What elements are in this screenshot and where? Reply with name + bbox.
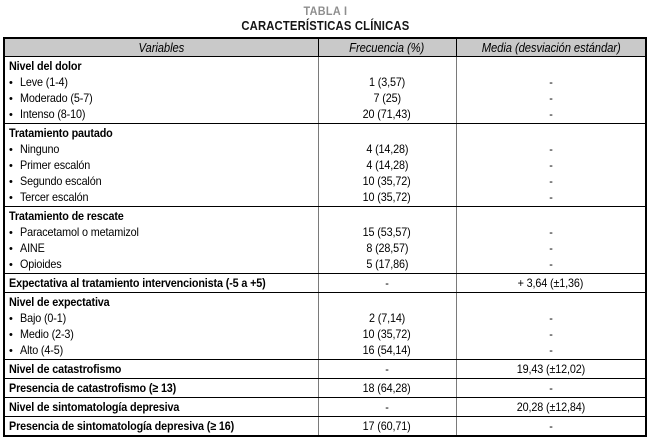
table-number-title (0, 4, 650, 19)
item-media: - (549, 75, 553, 89)
row-frequency: 18 (64,28) (363, 381, 411, 395)
variable-cell (4, 293, 318, 360)
variable-cell (4, 57, 318, 124)
media-cell (456, 124, 646, 207)
item-media: - (549, 142, 553, 156)
item-label: Opioides (20, 257, 62, 271)
item-frequency: 1 (3,57) (368, 75, 406, 89)
item-frequency: 10 (35,72) (363, 174, 411, 188)
item-media: - (549, 158, 553, 172)
media-cell (456, 207, 646, 274)
item-frequency: 16 (54,14) (363, 343, 411, 357)
item-label: Leve (1-4) (20, 75, 68, 89)
variable-cell (4, 207, 318, 274)
media-cell (456, 57, 646, 124)
item-label: Tercer escalón (20, 190, 89, 204)
table-row (4, 360, 646, 379)
item-label: Primer escalón (20, 158, 91, 172)
item-media: - (549, 327, 553, 341)
table-row (4, 274, 646, 293)
frequency-cell (318, 274, 456, 293)
item-frequency: 10 (35,72) (363, 190, 411, 204)
row-media: - (549, 419, 553, 433)
item-frequency: 7 (25) (373, 91, 401, 105)
clinical-characteristics-table (3, 37, 647, 437)
column-header-variables-text: Variables (138, 40, 185, 55)
table-row (4, 207, 646, 274)
variable-cell (4, 398, 318, 417)
item-media: - (549, 241, 553, 255)
bullet-icon: • (9, 160, 13, 172)
row-media: + 3,64 (±1,36) (517, 276, 584, 290)
bullet-icon: • (9, 313, 13, 325)
bullet-icon: • (9, 192, 13, 204)
media-cell (456, 360, 646, 379)
variable-cell (4, 417, 318, 437)
item-media: - (549, 91, 553, 105)
item-media: - (549, 225, 553, 239)
table-row (4, 57, 646, 124)
item-frequency: 4 (14,28) (365, 142, 409, 156)
column-header-frequency (318, 38, 456, 57)
row-media: - (549, 381, 553, 395)
variable-cell (4, 379, 318, 398)
row-frequency: - (385, 276, 389, 290)
variable-cell (4, 274, 318, 293)
bullet-icon: • (9, 109, 13, 121)
frequency-cell (318, 124, 456, 207)
item-frequency: 15 (53,57) (363, 225, 411, 239)
media-cell (456, 293, 646, 360)
item-frequency: 10 (35,72) (363, 327, 411, 341)
table-row (4, 293, 646, 360)
media-cell (456, 417, 646, 437)
row-label: Presencia de sintomatología depresiva (≥ 16) (9, 419, 235, 433)
frequency-cell (318, 379, 456, 398)
item-label: Medio (2-3) (20, 327, 74, 341)
bullet-icon: • (9, 77, 13, 89)
column-header-variables (4, 38, 318, 57)
bullet-icon: • (9, 259, 13, 271)
table-number-text: TABLA I (303, 4, 347, 18)
group-title: Tratamiento de rescate (9, 209, 124, 223)
bullet-icon: • (9, 144, 13, 156)
row-frequency: - (385, 362, 389, 376)
row-label: Nivel de sintomatología depresiva (9, 400, 180, 414)
table-row (4, 398, 646, 417)
item-frequency: 8 (28,57) (365, 241, 409, 255)
group-title: Tratamiento pautado (9, 126, 113, 140)
frequency-cell (318, 293, 456, 360)
frequency-cell (318, 207, 456, 274)
table-subtitle (0, 19, 650, 34)
row-label: Nivel de catastrofismo (9, 362, 122, 376)
column-header-media-text: Media (desviación estándar) (481, 40, 621, 55)
table-row (4, 379, 646, 398)
table-caption (0, 0, 650, 34)
column-header-media (456, 38, 646, 57)
item-frequency: 2 (7,14) (368, 311, 406, 325)
item-media: - (549, 257, 553, 271)
group-title: Nivel de expectativa (9, 295, 110, 309)
row-media: 19,43 (±12,02) (516, 362, 585, 376)
bullet-icon: • (9, 93, 13, 105)
item-label: Ninguno (20, 142, 60, 156)
item-label: Alto (4-5) (20, 343, 64, 357)
table-row (4, 417, 646, 437)
frequency-cell (318, 360, 456, 379)
media-cell (456, 379, 646, 398)
frequency-cell (318, 57, 456, 124)
row-label: Expectativa al tratamiento intervencionista (-5 a +5) (9, 276, 266, 290)
item-label: AINE (20, 241, 45, 255)
row-media: 20,28 (±12,84) (516, 400, 585, 414)
row-label: Presencia de catastrofismo (≥ 13) (9, 381, 177, 395)
item-media: - (549, 174, 553, 188)
item-label: Intenso (8-10) (20, 107, 86, 121)
header-row (4, 38, 646, 57)
item-frequency: 20 (71,43) (363, 107, 411, 121)
table-subtitle-text: CARACTERÍSTICAS CLÍNICAS (240, 19, 410, 33)
table-body (4, 57, 646, 437)
group-title: Nivel del dolor (9, 59, 82, 73)
row-frequency: 17 (60,71) (363, 419, 411, 433)
item-frequency: 5 (17,86) (365, 257, 409, 271)
item-label: Moderado (5-7) (20, 91, 93, 105)
row-frequency: - (385, 400, 389, 414)
item-label: Paracetamol o metamizol (20, 225, 139, 239)
item-media: - (549, 311, 553, 325)
bullet-icon: • (9, 345, 13, 357)
frequency-cell (318, 398, 456, 417)
item-label: Segundo escalón (20, 174, 102, 188)
frequency-cell (318, 417, 456, 437)
column-header-frequency-text: Frecuencia (%) (349, 40, 425, 55)
item-media: - (549, 190, 553, 204)
media-cell (456, 274, 646, 293)
media-cell (456, 398, 646, 417)
bullet-icon: • (9, 243, 13, 255)
bullet-icon: • (9, 329, 13, 341)
bullet-icon: • (9, 227, 13, 239)
item-media: - (549, 107, 553, 121)
item-frequency: 4 (14,28) (365, 158, 409, 172)
bullet-icon: • (9, 176, 13, 188)
table-row (4, 124, 646, 207)
variable-cell (4, 360, 318, 379)
variable-cell (4, 124, 318, 207)
item-label: Bajo (0-1) (20, 311, 67, 325)
item-media: - (549, 343, 553, 357)
